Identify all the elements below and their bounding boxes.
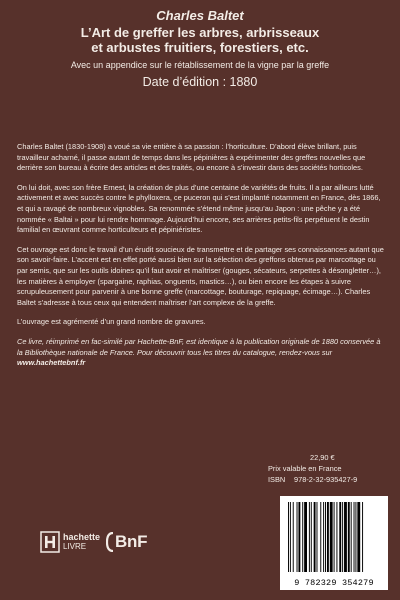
barcode-bar bbox=[357, 502, 360, 572]
barcode-bar bbox=[354, 502, 355, 572]
barcode-bar bbox=[336, 502, 337, 572]
bnf-logo bbox=[106, 532, 147, 552]
cover-header bbox=[14, 8, 386, 90]
barcode-bar bbox=[311, 502, 312, 572]
isbn-barcode bbox=[280, 496, 388, 590]
book-title bbox=[14, 25, 386, 55]
bnf-wordmark: BnF bbox=[115, 532, 148, 551]
barcode-bar bbox=[288, 502, 289, 572]
price-block bbox=[268, 452, 388, 485]
reprint-note bbox=[17, 337, 384, 369]
description-paragraph-3: Cet ouvrage est donc le travail d’un érudit soucieux de transmettre et de partager ses connaissances autant que son savoir-faire. L’accent est en effet porté aussi bien sur la sélection des greffons obtenus par marcottage ou par semis, que sur les outils idoines qu’il faut avoir et maîtriser (gouges, sécateurs, serpettes à désongletter…), les matières à employer (spargaine, raphias, onguents, mastics…), ou bien encore les étapes à suivre scrupuleusement pour parvenir à une bonne greffe (marcottage, bouturage, repiquage, écimage…). Charles Baltet s’adresse à tous ceux qui entendent maîtriser l’art complexe de la greffe. bbox=[17, 244, 384, 307]
title-line-2: et arbustes fruitiers, forestiers, etc. bbox=[91, 40, 309, 55]
edition-date: Date d’édition : 1880 bbox=[142, 75, 258, 89]
barcode-bar bbox=[334, 502, 335, 572]
hachette-name: hachette bbox=[63, 532, 101, 542]
hachette-logo bbox=[40, 531, 100, 553]
barcode-bar bbox=[342, 502, 343, 572]
title-line-1: L’Art de greffer les arbres, arbrisseaux bbox=[80, 25, 320, 40]
barcode-bar bbox=[293, 502, 294, 572]
description-paragraph-1: Charles Baltet (1830-1908) a voué sa vie entière à sa passion : l’horticulture. D’abord élève brillant, puis travailleur acharné, il passe autant de temps dans les pépinières à expérimenter des greffes nouvelles que derrière son bureau à écrire des articles et des traités, ou encore à s’investir dans des sociétés horticoles. bbox=[17, 142, 366, 173]
price: 22,90 € bbox=[310, 453, 335, 462]
barcode-bar bbox=[317, 502, 318, 572]
description bbox=[17, 142, 384, 378]
barcode-bar bbox=[297, 502, 298, 572]
barcode-bar bbox=[355, 502, 356, 572]
publisher-logos bbox=[40, 531, 147, 553]
reprint-note-text: Ce livre, réimprimé en fac-similé par Hachette-BnF, est identique à la publication originale de 1880 conservée à la Bibliothèque nationale de France. Pour découvrir tous les titres du catalogue, rendez-vous sur bbox=[17, 336, 381, 357]
barcode-bar bbox=[304, 502, 307, 572]
barcode-bar bbox=[309, 502, 310, 572]
barcode-bar bbox=[351, 502, 352, 572]
hachette-livre: LIVRE bbox=[63, 542, 87, 551]
barcode-bar bbox=[290, 502, 291, 572]
price-validity: Prix valable en France bbox=[268, 464, 342, 473]
barcode-bar bbox=[325, 502, 326, 572]
barcode-bar bbox=[330, 502, 333, 572]
barcode-digits: 9 782329 354279 bbox=[294, 578, 374, 588]
barcode-bars bbox=[280, 496, 388, 576]
barcode-bar bbox=[320, 502, 321, 572]
barcode-bar bbox=[339, 502, 341, 572]
barcode-bar bbox=[362, 502, 363, 572]
description-paragraph-2: On lui doit, avec son frère Ernest, la création de plus d’une centaine de variétés de fruits. Il a par ailleurs lutté activement et avec succès contre le phylloxera, ce puceron qui s’est implanté notamment en France, dès 1866, et qui a ravagé de nombreux vignobles. Sa renommée s’étend même jusqu’au Japon : une pêche y a été nommée « Baltai » pour lui rendre hommage. Aujourd’hui encore, ses arrières petits-fils perpétuent le destin familial en œuvrant comme horticulteurs et pépiniéristes. bbox=[17, 182, 381, 235]
isbn-row bbox=[268, 474, 388, 485]
hachette-wordmark bbox=[63, 533, 100, 551]
isbn-number: 978-2-32-935427-9 bbox=[294, 475, 358, 484]
barcode-bar bbox=[348, 502, 350, 572]
website-link[interactable]: www.hachettebnf.fr bbox=[17, 358, 86, 368]
barcode-bar bbox=[327, 502, 329, 572]
barcode-bar bbox=[314, 502, 316, 572]
barcode-bar bbox=[323, 502, 324, 572]
author-name: Charles Baltet bbox=[156, 8, 244, 23]
barcode-bar bbox=[298, 502, 300, 572]
bnf-bracket-icon bbox=[106, 532, 114, 552]
isbn-label: ISBN bbox=[268, 475, 286, 484]
barcode-bar bbox=[302, 502, 303, 572]
barcode-bar bbox=[344, 502, 347, 572]
subtitle: Avec un appendice sur le rétablissement de la vigne par la greffe bbox=[70, 60, 330, 70]
hachette-h-icon bbox=[40, 531, 60, 553]
description-paragraph-4: L’ouvrage est agrémenté d’un grand nombre de gravures. bbox=[17, 317, 206, 327]
